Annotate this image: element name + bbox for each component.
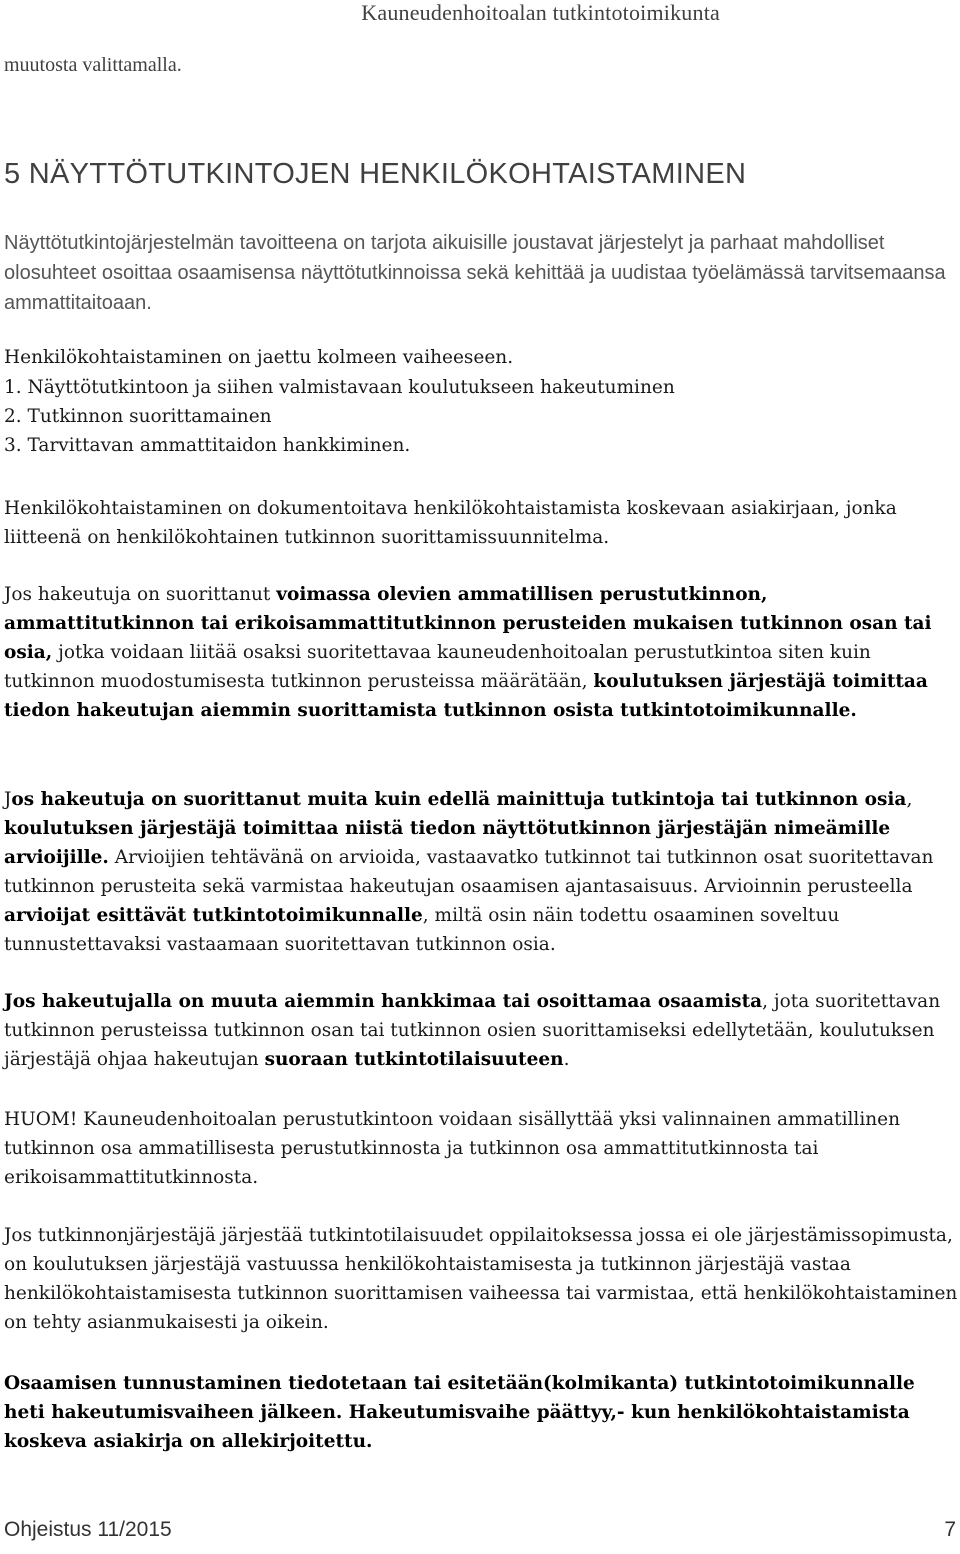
organizer-paragraph: Jos tutkinnonjärjestäjä järjestää tutkintotilaisuudet oppilaitoksessa jossa ei ole järjestämissopimusta, on koulutuksen järjestäjä vastuussa henkilökohtaistamisesta ja tutkinnon järjestäjä vastaa henkilökohtaistamisesta tutkinnon suorittamisen vaiheessa tai varmistaa, että henkilökohtaistaminen on tehty asianmukaisesti ja oikein. [4,1225,958,1333]
text-run: J [4,789,12,810]
other-degree-paragraph [4,785,959,959]
other-competence-paragraph [4,987,959,1074]
intro-paragraph: Näyttötutkintojärjestelmän tavoitteena on tarjota aikuisille joustavat järjestelyt ja parhaat mahdolliset olosuhteet osoittaa osaamisensa näyttötutkinnoissa sekä kehittää ja uudistaa työelämässä tarvitsemaansa ammattitaitoaan. [4,232,946,314]
header-organization: Kauneudenhoitoalan tutkintotoimikunta [361,0,720,25]
list-item: 2. Tutkinnon suorittamainen [4,406,272,427]
bold-run: os hakeutuja on suorittanut muita kuin edellä mainittuja tutkintoja tai tutkinnon osia [11,789,907,810]
page-number: 7 [944,1518,956,1541]
note-paragraph: HUOM! Kauneudenhoitoalan perustutkintoon voidaan sisällyttää yksi valinnainen ammatillinen tutkinnon osa ammatillisesta perustutkinnosta ja tutkinnon osa ammattitutkinnosta tai erikoisammattitutkinnosta. [4,1109,901,1188]
bold-run: koulutuksen järjestäjä toimittaa tiedon hakeutujan aiemmin suorittamista tutkinnon osista tutkintotoimikunnalle. [4,671,928,721]
bold-run: suoraan tutkintotilaisuuteen [264,1049,564,1070]
bold-run: Osaamisen tunnustaminen tiedotetaan tai esitetään(kolmikanta) tutkintotoimikunnalle heti hakeutumisvaiheen jälkeen. Hakeutumisvaihe päättyy,- kun henkilökohtaistamista koskeva asiakirja on allekirjoitettu. [4,1373,915,1452]
text-run: Jos hakeutuja on suorittanut [4,584,277,605]
list-item: 1. Näyttötutkintoon ja siihen valmistavaan koulutukseen hakeutuminen [4,377,675,398]
text-run: . [563,1049,570,1070]
bold-run: arvioijat esittävät tutkintotoimikunnalle [4,905,423,926]
prior-degree-paragraph [4,580,959,725]
bold-run: voimassa olevien ammatillisen perustutkinnon, ammattitutkinnon tai erikoisammattitutkinnon perusteiden mukaisen tutkinnon osan tai osia, [4,584,932,663]
bold-run: Jos hakeutujalla on muuta aiemmin hankkimaa tai osoittamaa osaamista [4,991,763,1012]
list-item: 3. Tarvittavan ammattitaidon hankkiminen. [4,435,411,456]
text-run: , jota suoritettavan tutkinnon perusteissa tutkinnon osan tai tutkinnon osien suorittamiseksi edellytetään, koulutuksen järjestäjä ohjaa hakeutujan [4,991,941,1070]
continued-text: muutosta valittamalla. [4,54,182,76]
phases-list [4,373,959,460]
text-run: , miltä osin näin todettu osaaminen soveltuu tunnustettavaksi vastaamaan suoritettavan tutkinnon osia. [4,905,840,955]
documentation-paragraph: Henkilökohtaistaminen on dokumentoitava henkilökohtaistamista koskevaan asiakirjaan, jonka liitteenä on henkilökohtainen tutkinnon suorittamissuunnitelma. [4,498,897,548]
text-run: jotka voidaan liitää osaksi suoritettavaa kauneudenhoitoalan perustutkintoa siten kuin tutkinnon muodostumisesta tutkinnon perusteissa määrätään, [4,642,871,692]
final-paragraph [4,1369,959,1456]
phases-intro: Henkilökohtaistaminen on jaettu kolmeen vaiheeseen. [4,347,514,368]
text-run: Arvioijien tehtävänä on arvioida, vastaavatko tutkinnot tai tutkinnon osat suoritettavan tutkinnon perusteita sekä varmistaa hakeutujan osaamisen ajantasaisuus. Arvioinnin perusteella [4,847,934,897]
footer-document-id: Ohjeistus 11/2015 [4,1518,172,1541]
bold-run: koulutuksen järjestäjä toimittaa niistä tiedon näyttötutkinnon järjestäjän nimeämille arvioijille. [4,818,891,868]
section-heading: 5 NÄYTTÖTUTKINTOJEN HENKILÖKOHTAISTAMINEN [4,158,747,190]
text-run: , [906,789,913,810]
